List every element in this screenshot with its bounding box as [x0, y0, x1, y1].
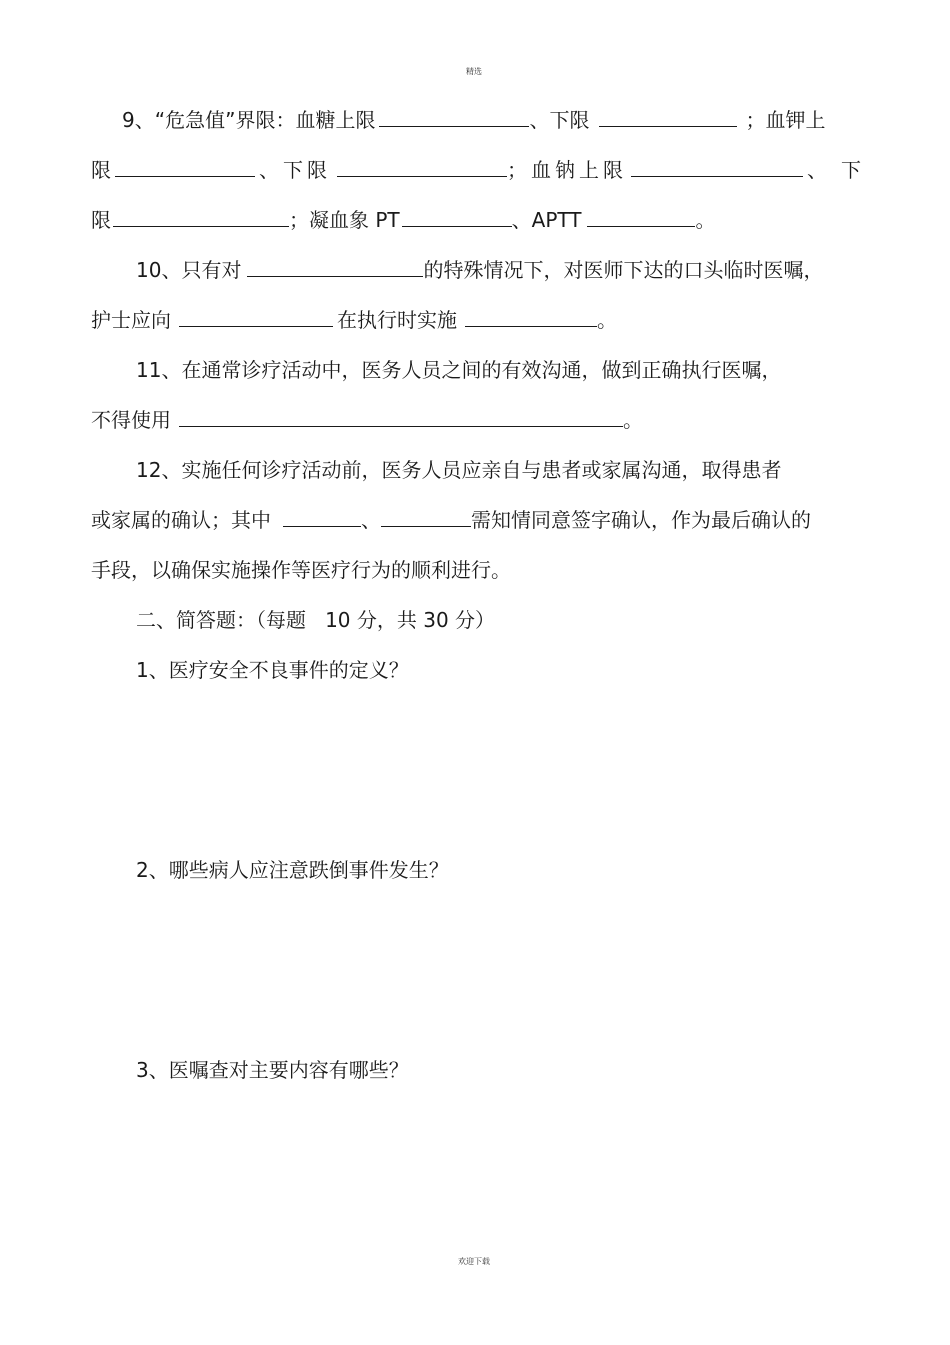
q9-text-8: 限	[91, 208, 111, 232]
sodium-lower-blank[interactable]	[113, 206, 289, 227]
question-12-line-3: 手段，以确保实施操作等医疗行为的顺利进行。	[91, 558, 511, 582]
q10-text-5: 。	[597, 308, 617, 332]
special-circumstance-blank[interactable]	[247, 256, 423, 277]
q10-text-1: 10、只有对	[136, 258, 242, 282]
page-header: 精选	[466, 67, 482, 76]
question-10-line-2	[91, 306, 617, 334]
q10-text-4: 在执行时实施	[337, 308, 457, 332]
q9-text-1: 9、“危急值”界限：血糖上限	[122, 108, 376, 132]
q9-text-9: ；凝血象 PT	[289, 208, 400, 232]
q9-text-3: ；血钾上	[745, 108, 826, 132]
q9-text-4: 限	[91, 158, 111, 182]
must-not-use-blank[interactable]	[179, 406, 623, 427]
blood-glucose-upper-blank[interactable]	[379, 106, 529, 127]
q9-text-10: 、APTT	[511, 208, 582, 232]
potassium-upper-limit-blank[interactable]	[115, 156, 255, 177]
q9-text-6: ；血钠上限	[507, 158, 627, 182]
consent-item-1-blank[interactable]	[283, 506, 361, 527]
q9-text-7: 、下	[807, 158, 875, 182]
question-9-line-1	[122, 106, 825, 134]
aptt-blank[interactable]	[587, 206, 695, 227]
short-answer-q3: 3、医嘱查对主要内容有哪些？	[136, 1058, 409, 1082]
question-9-line-2	[91, 156, 875, 184]
repeat-to-blank[interactable]	[179, 306, 333, 327]
q9-text-5: 、下限	[259, 158, 331, 182]
page-footer: 欢迎下载	[458, 1257, 490, 1266]
pt-blank[interactable]	[402, 206, 512, 227]
potassium-lower-blank[interactable]	[337, 156, 507, 177]
q12-text-1: 或家属的确认；其中	[91, 508, 271, 532]
question-9-line-3	[91, 206, 715, 234]
short-answer-q2: 2、哪些病人应注意跌倒事件发生？	[136, 858, 449, 882]
q10-text-2: 的特殊情况下，对医师下达的口头临时医嘱，	[423, 258, 824, 282]
q10-text-3: 护士应向	[91, 308, 171, 332]
question-12-line-2	[91, 506, 811, 534]
blood-glucose-lower-blank[interactable]	[599, 106, 737, 127]
consent-item-2-blank[interactable]	[381, 506, 471, 527]
question-11-line-1: 11、在通常诊疗活动中，医务人员之间的有效沟通，做到正确执行医嘱，	[136, 358, 782, 382]
q9-text-2: 、下限	[529, 108, 590, 132]
question-12-line-1: 12、实施任何诊疗活动前，医务人员应亲自与患者或家属沟通，取得患者	[136, 458, 782, 482]
q11-text-1: 不得使用	[91, 408, 171, 432]
q12-text-2: 、	[361, 508, 381, 532]
question-10-line-1	[136, 256, 823, 284]
sodium-upper-blank[interactable]	[631, 156, 803, 177]
q11-text-2: 。	[623, 408, 643, 432]
implement-blank[interactable]	[465, 306, 597, 327]
q9-text-11: 。	[695, 208, 716, 232]
short-answer-heading: 二、简答题：（每题 10 分，共 30 分）	[136, 608, 496, 632]
q12-text-3: 需知情同意签字确认，作为最后确认的	[471, 508, 811, 532]
short-answer-q1: 1、医疗安全不良事件的定义？	[136, 658, 409, 682]
question-11-line-2	[91, 406, 643, 434]
